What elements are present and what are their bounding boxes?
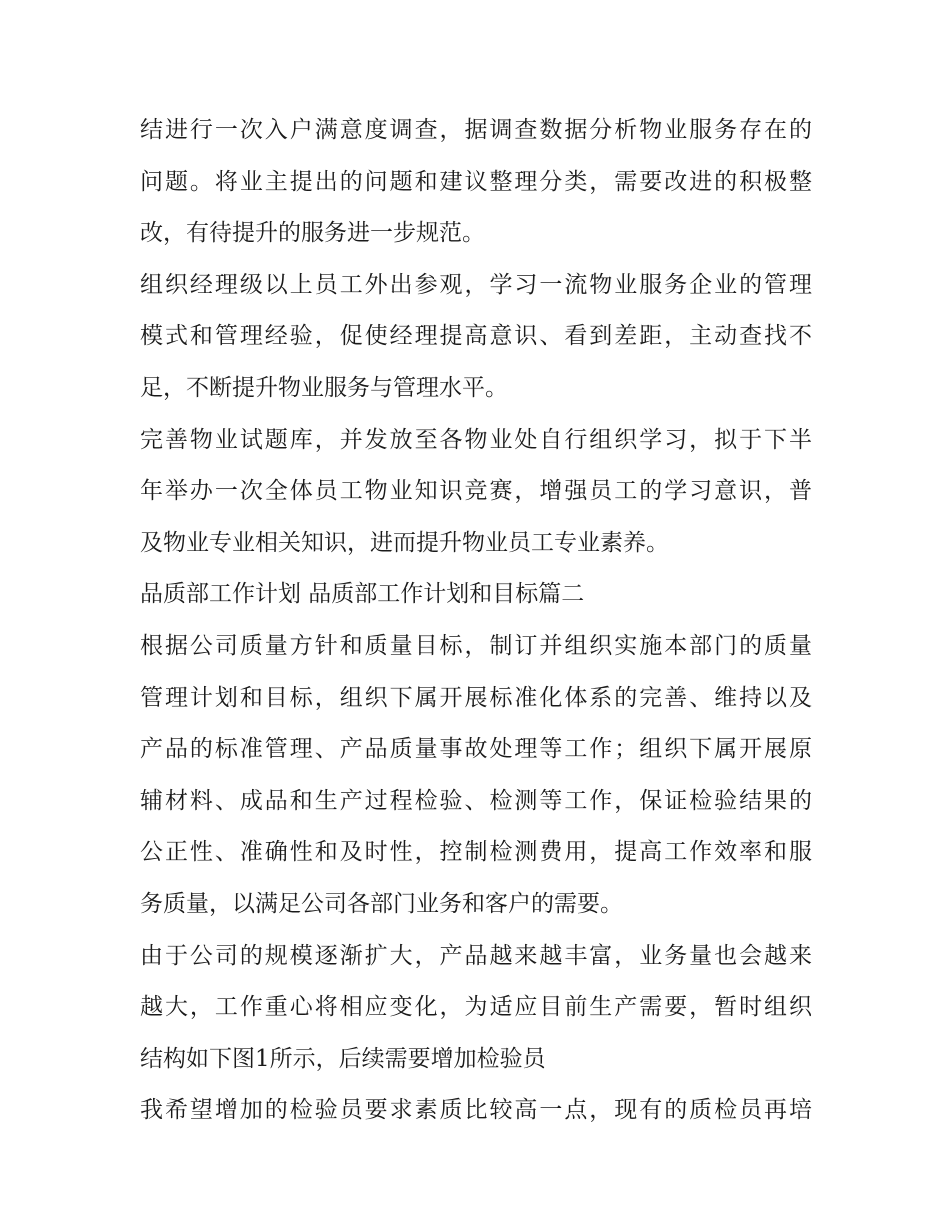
text-line: 结构如下图1所示，后续需要增加检验员 — [140, 1045, 546, 1072]
heading-line: 品质部工作计划 品质部工作计划和目标篇二 — [140, 581, 585, 608]
text-line: 完善物业试题库，并发放至各物业处自行组织学习，拟于下半 — [140, 426, 812, 453]
paragraph — [140, 621, 812, 931]
text-line: 足，不断提升物业服务与管理水平。 — [140, 374, 508, 401]
text-line: 产品的标准管理、产品质量事故处理等工作；组织下属开展原 — [140, 736, 812, 763]
text-line: 结进行一次入户满意度调查，据调查数据分析物业服务存在的 — [140, 117, 812, 143]
text-line: 越大，工作重心将相应变化，为适应目前生产需要，暂时组织 — [140, 994, 812, 1021]
text-line: 及物业专业相关知识，进而提升物业员工专业素养。 — [140, 529, 669, 556]
paragraph — [140, 1085, 812, 1137]
document-page — [140, 105, 812, 1137]
text-line: 问题。将业主提出的问题和建议整理分类，需要改进的积极整 — [140, 168, 812, 195]
text-line: 组织经理级以上员工外出参观，学习一流物业服务企业的管理 — [140, 271, 812, 298]
text-line: 务质量，以满足公司各部门业务和客户的需要。 — [140, 890, 623, 917]
text-line: 模式和管理经验，促使经理提高意识、看到差距，主动查找不 — [140, 323, 812, 350]
paragraph — [140, 415, 812, 570]
text-line: 年举办一次全体员工物业知识竞赛，增强员工的学习意识，普 — [140, 478, 812, 505]
text-line: 管理计划和目标，组织下属开展标准化体系的完善、维持以及 — [140, 684, 812, 711]
text-line: 改，有待提升的服务进一步规范。 — [140, 220, 485, 247]
text-line: 我希望增加的检验员要求素质比较高一点，现有的质检员再培 — [140, 1097, 812, 1124]
text-line: 公正性、准确性和及时性，控制检测费用，提高工作效率和服 — [140, 839, 812, 866]
text-line: 由于公司的规模逐渐扩大，产品越来越丰富，业务量也会越来 — [140, 942, 812, 969]
text-line: 辅材料、成品和生产过程检验、检测等工作，保证检验结果的 — [140, 787, 812, 814]
text-line: 根据公司质量方针和质量目标，制订并组织实施本部门的质量 — [140, 632, 812, 659]
paragraph — [140, 931, 812, 1086]
paragraph — [140, 105, 812, 260]
paragraph — [140, 260, 812, 415]
section-heading — [140, 569, 812, 621]
